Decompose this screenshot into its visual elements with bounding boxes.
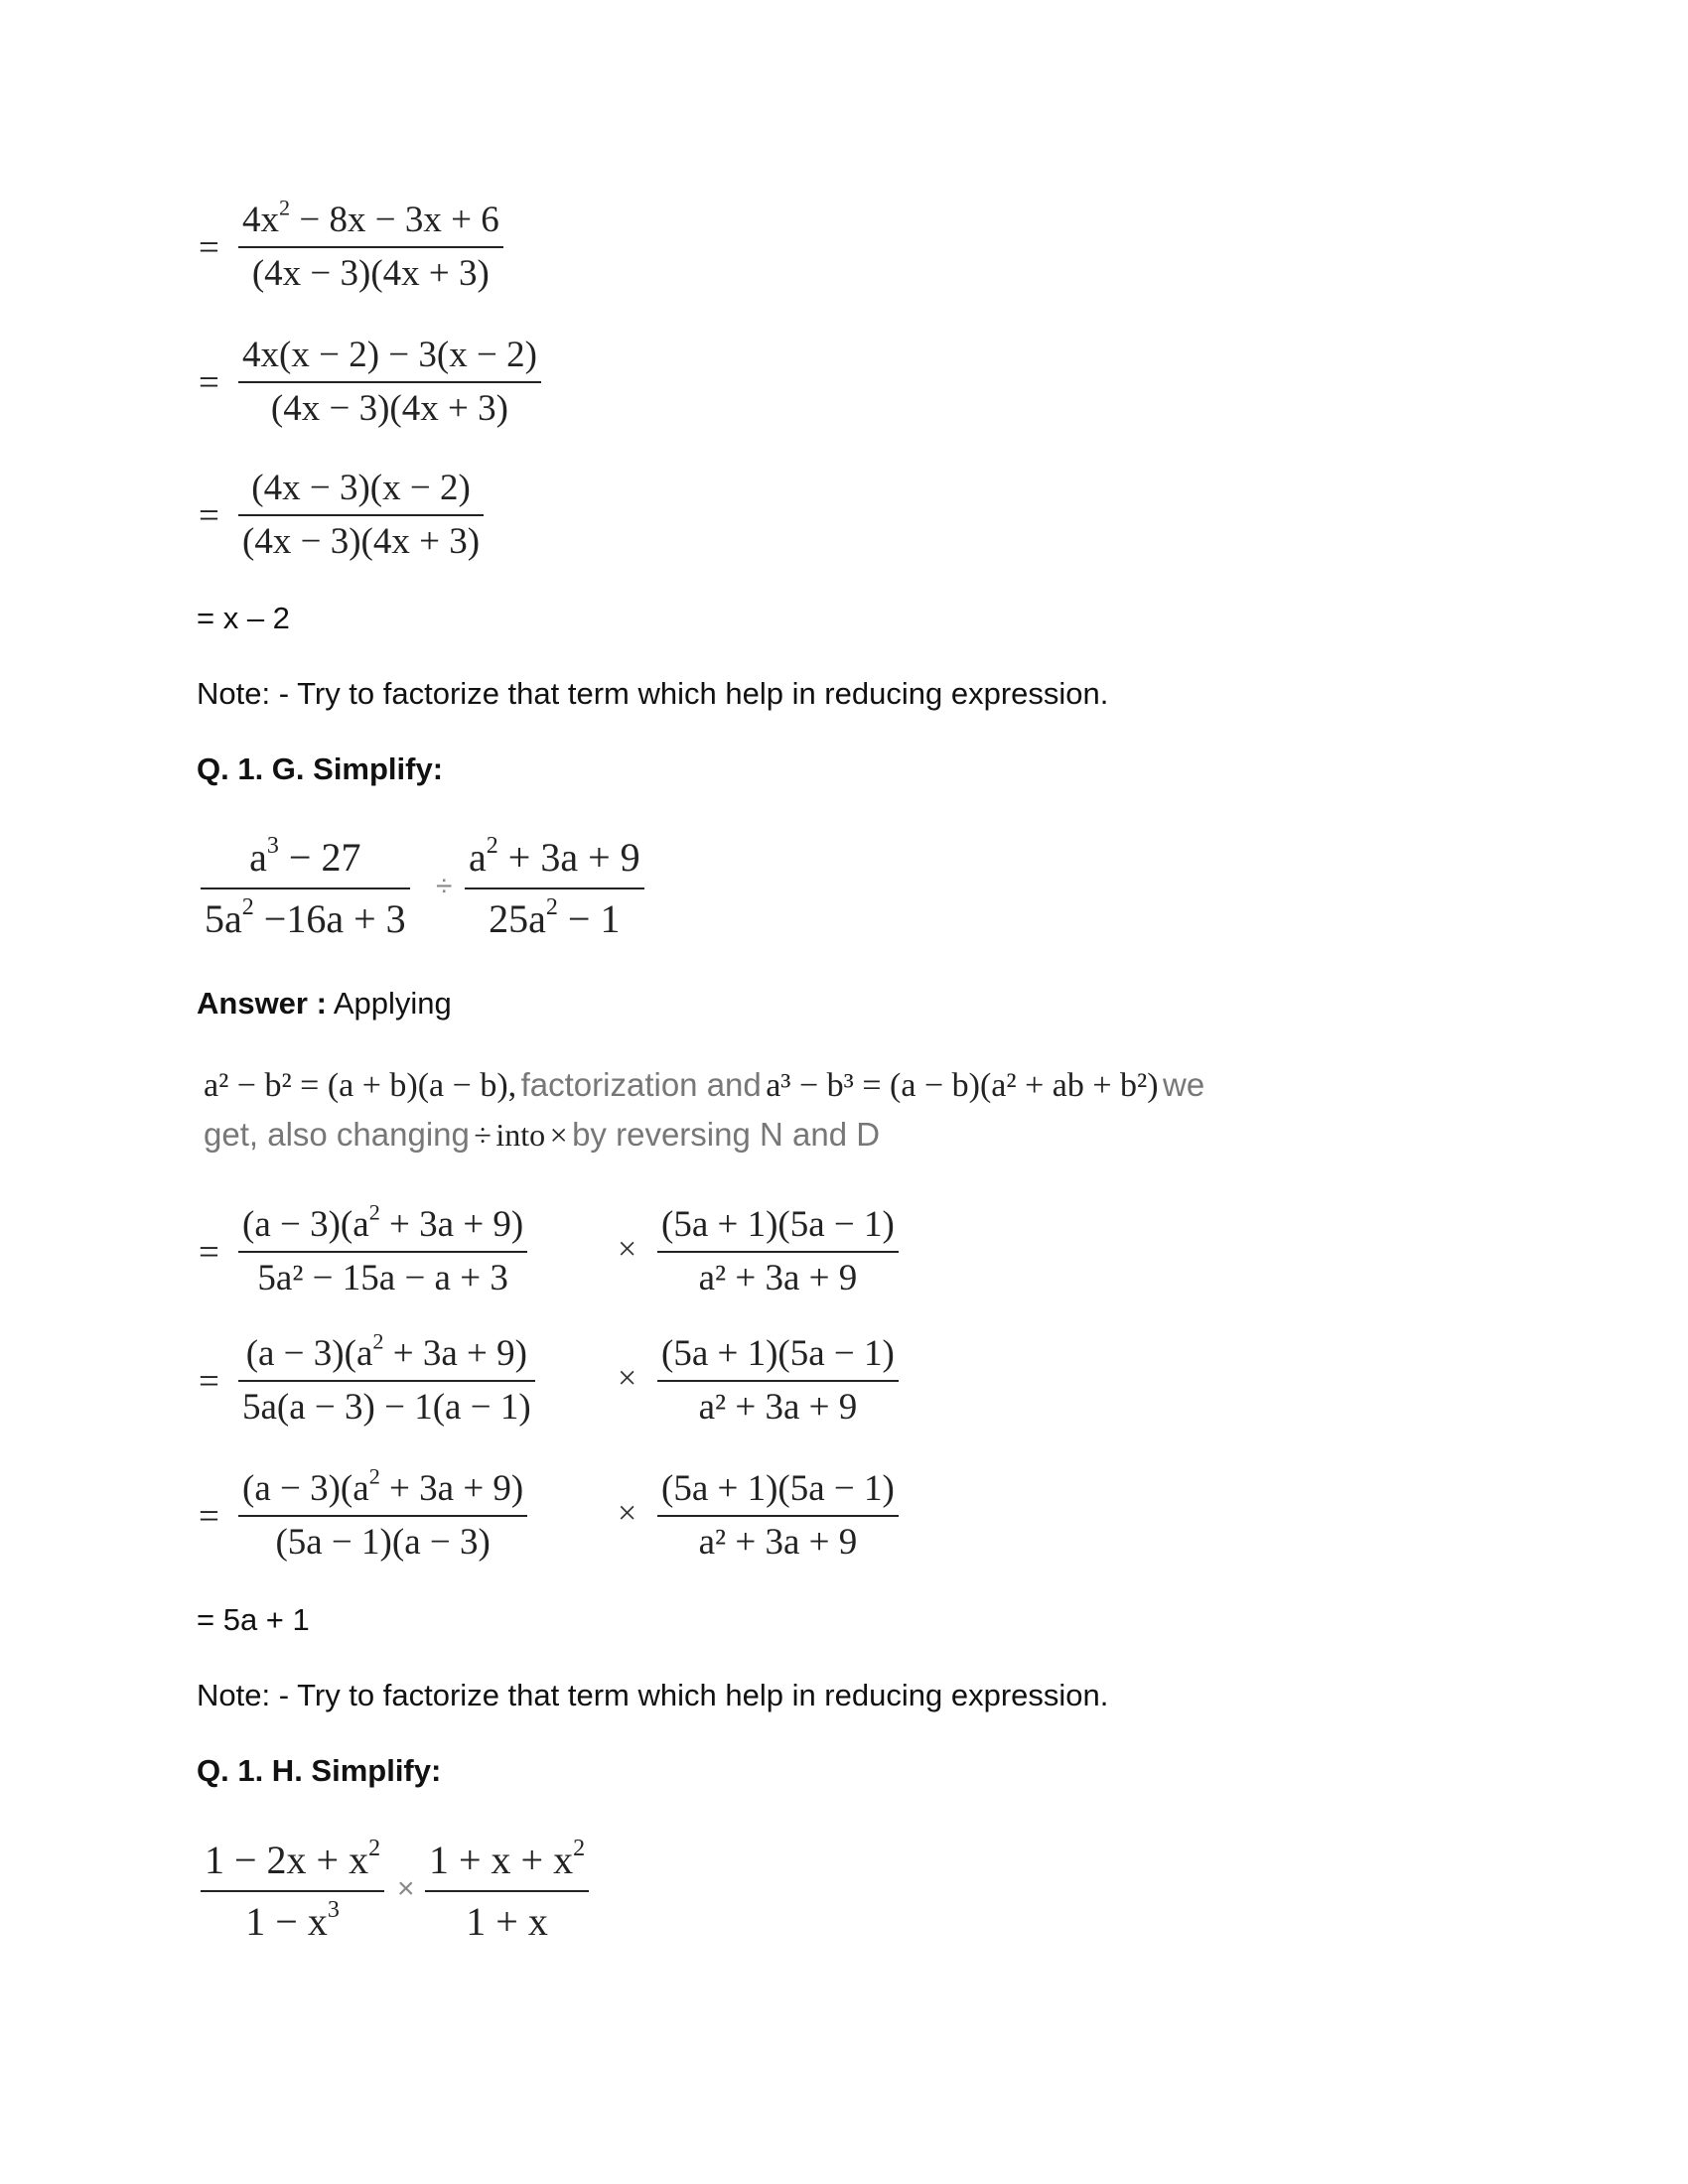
denominator: $1 - x^3$ — [245, 1897, 340, 1944]
fraction — [238, 195, 503, 300]
denominator: a² + 3a + 9 — [698, 1522, 858, 1563]
numerator: (5a + 1)(5a − 1) — [661, 1333, 895, 1374]
answer-line — [197, 986, 452, 1022]
left-fraction — [238, 1328, 535, 1433]
note-2: Note: - Try to factorize that term which help in reducing expression. — [197, 1678, 1109, 1712]
formula-difference-of-squares: a² − b² = (a + b)(a − b), — [204, 1067, 517, 1104]
question-title-1h: Q. 1. H. Simplify: — [197, 1753, 442, 1788]
left-fraction — [238, 1463, 527, 1569]
result-2: = 5a + 1 — [197, 1602, 310, 1637]
answer-text: Applying — [333, 986, 452, 1021]
numerator: $1 - 2x + x^2$ — [205, 1836, 381, 1882]
numerator: $(a - 3)(a^2 + 3a + 9)$ — [242, 1199, 524, 1245]
times-operator: × — [618, 1495, 637, 1532]
answer-label: Answer : — [197, 986, 327, 1021]
denominator: a² + 3a + 9 — [698, 1387, 858, 1428]
divide-operator: ÷ — [436, 870, 453, 902]
denominator: a² + 3a + 9 — [698, 1258, 858, 1298]
right-fraction — [657, 1328, 899, 1433]
right-fraction — [657, 1463, 899, 1569]
denominator: 1 + x — [466, 1899, 548, 1944]
right-fraction — [425, 1831, 589, 1952]
times-operator: × — [397, 1872, 415, 1905]
result-1: = x – 2 — [197, 601, 290, 635]
identity-text-3: get, also changing — [204, 1116, 470, 1153]
into-word: into — [495, 1117, 546, 1153]
numerator: (5a + 1)(5a − 1) — [661, 1468, 895, 1509]
numerator: $(a - 3)(a^2 + 3a + 9)$ — [242, 1463, 524, 1509]
equals-sign: = — [199, 227, 219, 268]
equals-sign: = — [199, 1232, 219, 1273]
numerator: $1 + x + x^2$ — [429, 1836, 586, 1882]
denominator: 5a² − 15a − a + 3 — [257, 1258, 508, 1298]
denominator: $25a^2 - 1$ — [489, 894, 621, 941]
numerator: $a^2 + 3a + 9$ — [469, 833, 640, 880]
denominator: (4x − 3)(4x + 3) — [251, 253, 490, 294]
fraction — [238, 330, 541, 435]
identity-line-2 — [204, 1116, 880, 1154]
denominator: 5a(a − 3) − 1(a − 1) — [242, 1387, 531, 1428]
numerator: $a^3 - 27$ — [249, 833, 361, 880]
equals-sign: = — [199, 1361, 219, 1402]
denominator: (4x − 3)(4x + 3) — [270, 388, 508, 429]
identity-text-1: factorization and — [520, 1066, 762, 1103]
right-fraction — [465, 828, 644, 949]
denominator: (5a − 1)(a − 3) — [275, 1522, 491, 1563]
numerator: (5a + 1)(5a − 1) — [661, 1204, 895, 1245]
equals-sign: = — [199, 362, 219, 403]
right-fraction — [657, 1199, 899, 1304]
equals-sign: = — [199, 1496, 219, 1537]
left-fraction — [201, 828, 410, 949]
identity-text-2: we — [1162, 1066, 1205, 1103]
numerator: $4x^2 - 8x - 3x + 6$ — [242, 195, 499, 240]
formula-difference-of-cubes: a³ − b³ = (a − b)(a² + ab + b²) — [766, 1067, 1159, 1104]
equals-sign: = — [199, 495, 219, 536]
denominator: (4x − 3)(4x + 3) — [242, 521, 481, 562]
times-operator: × — [618, 1231, 637, 1268]
divide-symbol: ÷ — [474, 1117, 492, 1153]
identity-text-4: by reversing N and D — [572, 1116, 881, 1153]
fraction — [238, 463, 484, 568]
question-title-1g: Q. 1. G. Simplify: — [197, 751, 444, 786]
left-fraction — [238, 1199, 527, 1304]
numerator: 4x(x − 2) − 3(x − 2) — [242, 335, 537, 375]
identity-line-1 — [204, 1066, 1204, 1105]
times-operator: × — [618, 1360, 637, 1397]
left-fraction — [201, 1831, 384, 1952]
numerator: (4x − 3)(x − 2) — [251, 468, 471, 508]
numerator: $(a - 3)(a^2 + 3a + 9)$ — [245, 1328, 527, 1374]
note-1: Note: - Try to factorize that term which help in reducing expression. — [197, 676, 1109, 711]
denominator: $5a^2 -16a + 3$ — [205, 894, 406, 941]
times-symbol: × — [549, 1117, 568, 1153]
